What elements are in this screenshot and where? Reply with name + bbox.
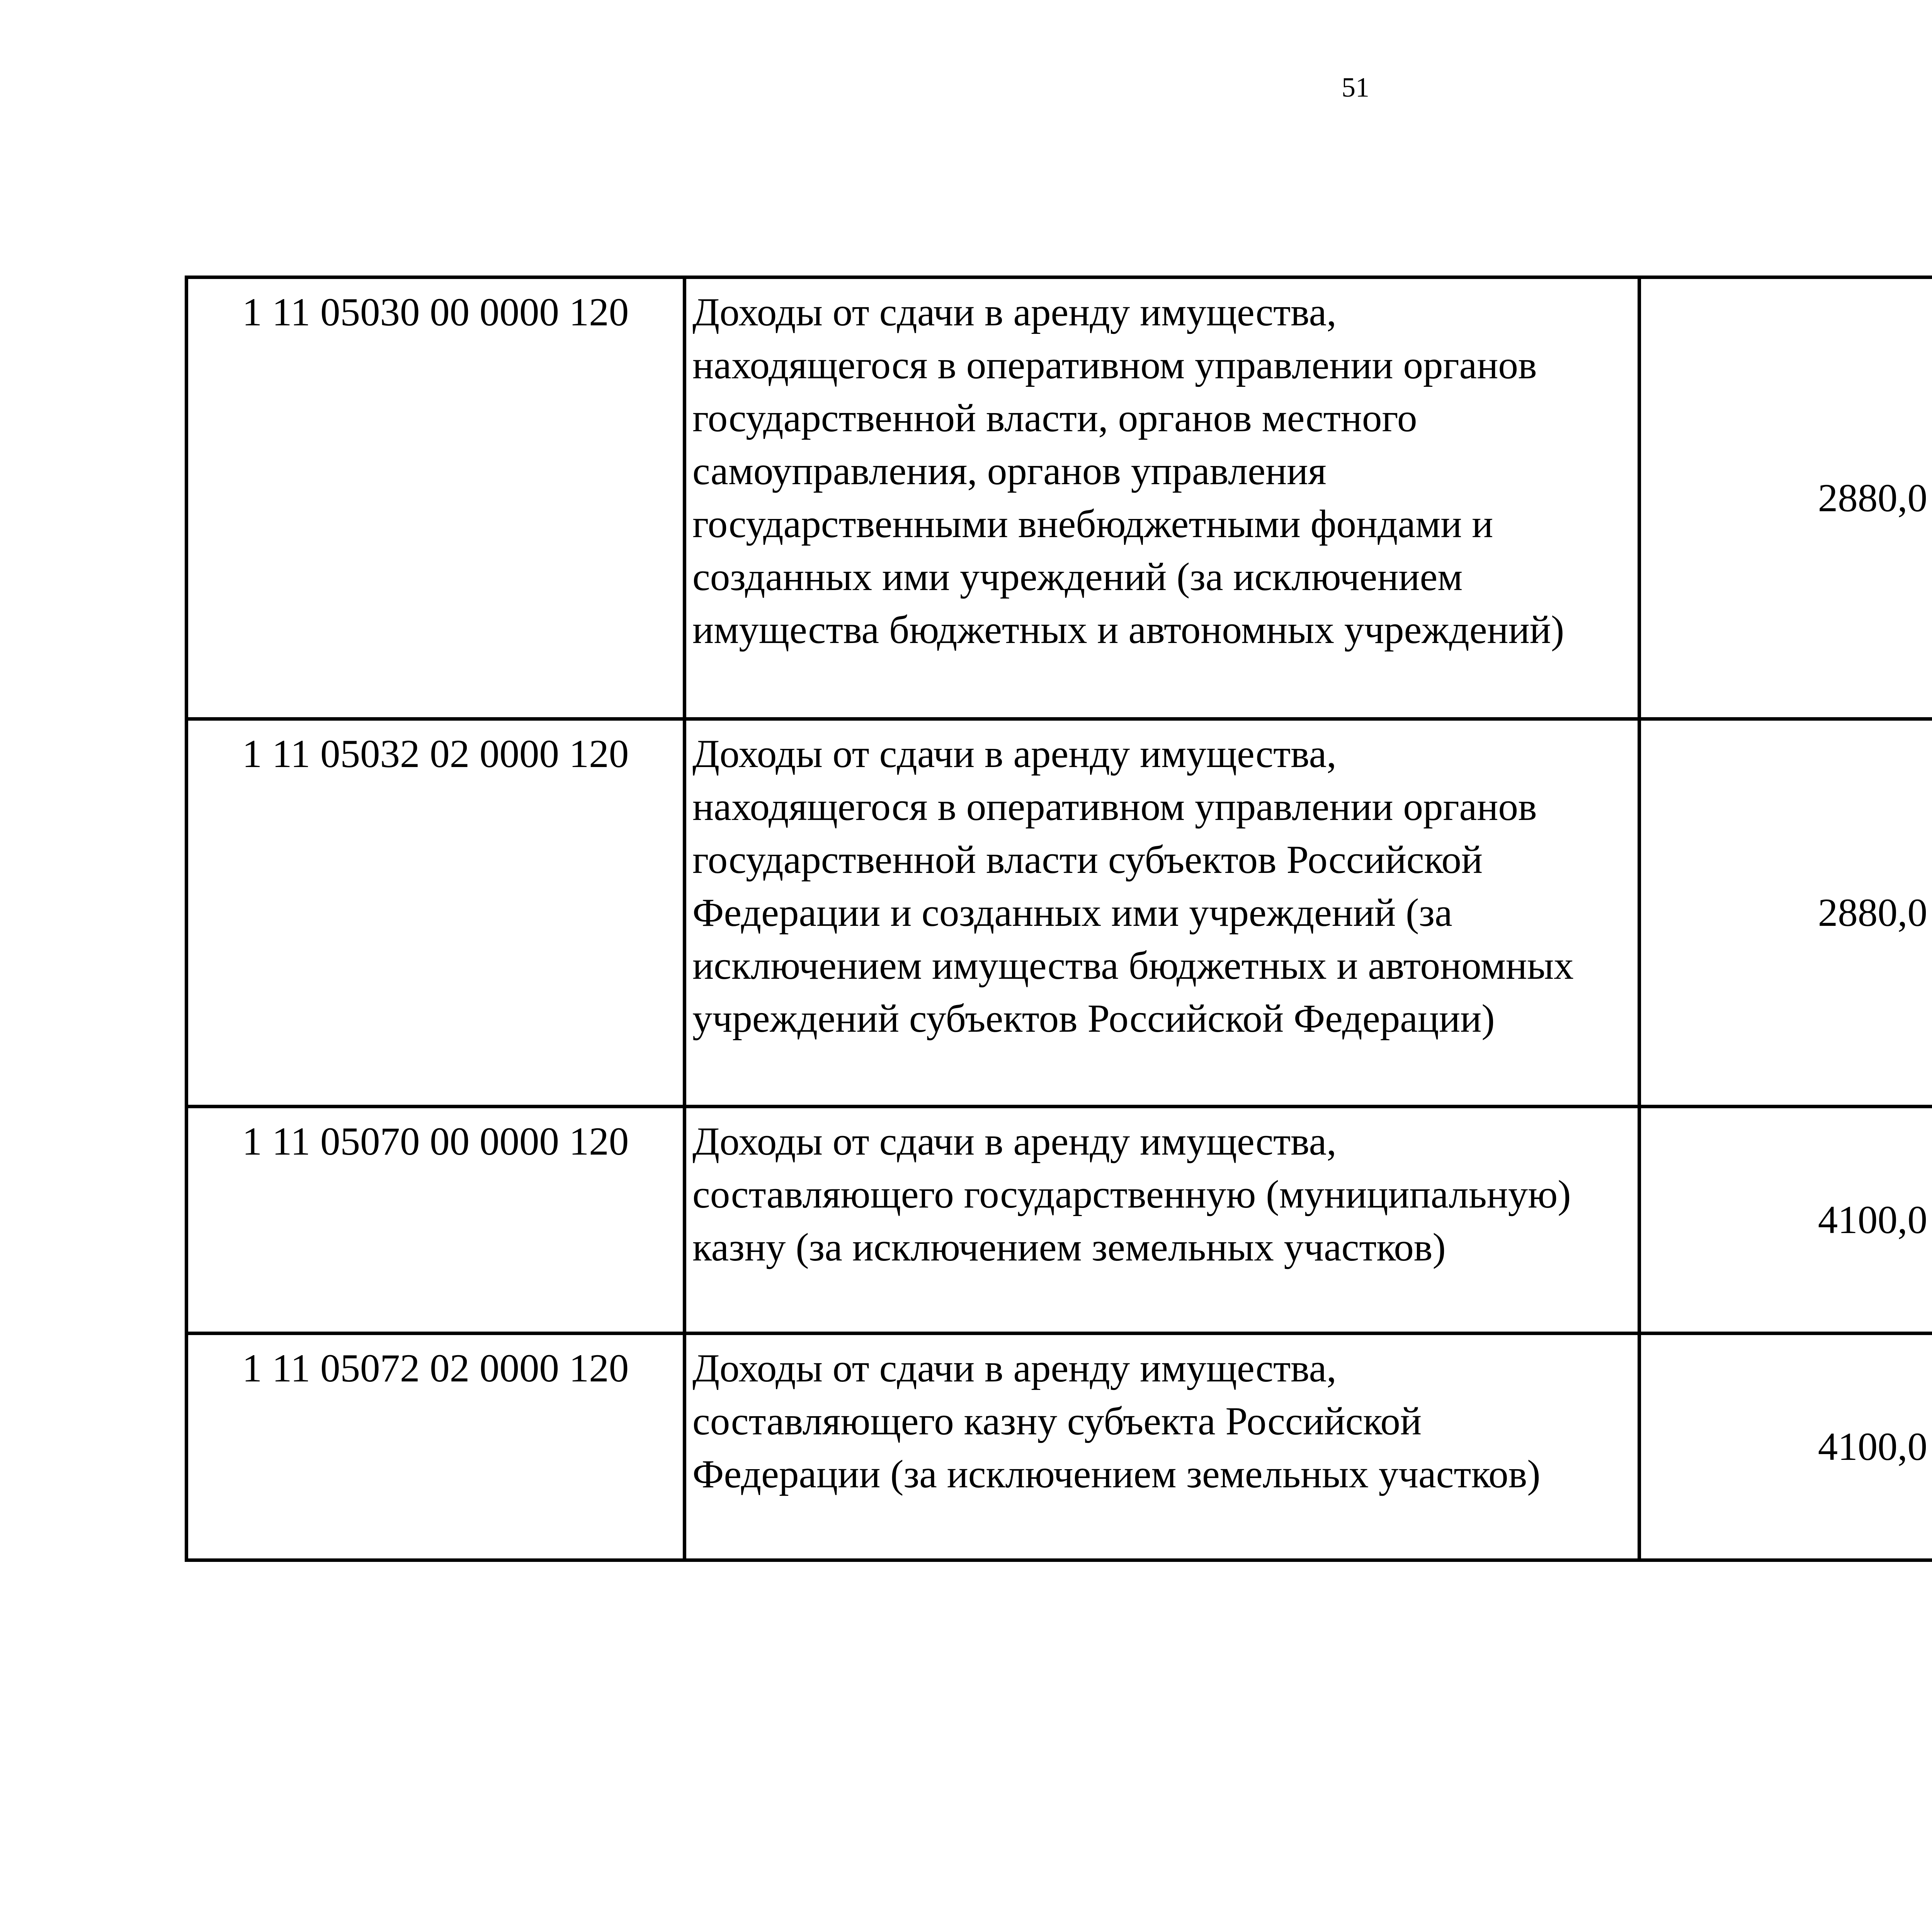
revenue-description-cell — [685, 1107, 1639, 1334]
description-line: составляющего казну субъекта Российской — [692, 1399, 1422, 1443]
description-line: исключением имущества бюджетных и автономных — [692, 944, 1574, 988]
table-row — [187, 1107, 1932, 1334]
revenue-description-cell — [685, 719, 1639, 1107]
amount-cell-1: 4100,0 — [1639, 1107, 1932, 1334]
description-line: Федерации и созданных ими учреждений (за — [692, 891, 1452, 935]
description-line: государственной власти, органов местного — [692, 396, 1417, 440]
description-line: казну (за исключением земельных участков) — [692, 1225, 1446, 1269]
revenue-code-cell: 1 11 05032 02 0000 120 — [187, 719, 685, 1107]
description-line: Доходы от сдачи в аренду имущества, — [692, 732, 1337, 776]
description-line: Доходы от сдачи в аренду имущества, — [692, 1346, 1337, 1390]
revenue-code-cell: 1 11 05070 00 0000 120 — [187, 1107, 685, 1334]
description-line: составляющего государственную (муниципальную) — [692, 1172, 1571, 1216]
description-line: находящегося в оперативном управлении органов — [692, 785, 1537, 829]
description-line: учреждений субъектов Российской Федерации) — [692, 997, 1495, 1041]
table-row — [187, 719, 1932, 1107]
revenue-code-cell: 1 11 05072 02 0000 120 — [187, 1334, 685, 1560]
amount-cell-1: 2880,0 — [1639, 277, 1932, 719]
description-line: Доходы от сдачи в аренду имущества, — [692, 290, 1337, 334]
page-number: 51 — [1342, 72, 1369, 103]
revenue-description-cell — [685, 1334, 1639, 1560]
description-line: Доходы от сдачи в аренду имущества, — [692, 1119, 1337, 1163]
revenue-code-cell: 1 11 05030 00 0000 120 — [187, 277, 685, 719]
description-line: имущества бюджетных и автономных учреждений) — [692, 608, 1565, 652]
amount-cell-1: 4100,0 — [1639, 1334, 1932, 1560]
description-line: Федерации (за исключением земельных участков) — [692, 1452, 1541, 1496]
table-row — [187, 277, 1932, 719]
description-line: государственной власти субъектов Российской — [692, 838, 1483, 882]
description-line: созданных ими учреждений (за исключением — [692, 555, 1463, 599]
description-line: государственными внебюджетными фондами и — [692, 502, 1493, 546]
revenue-description-cell — [685, 277, 1639, 719]
description-line: находящегося в оперативном управлении органов — [692, 343, 1537, 387]
budget-revenue-table — [185, 276, 1932, 1562]
table-row — [187, 1334, 1932, 1560]
amount-cell-1: 2880,0 — [1639, 719, 1932, 1107]
description-line: самоуправления, органов управления — [692, 449, 1327, 493]
